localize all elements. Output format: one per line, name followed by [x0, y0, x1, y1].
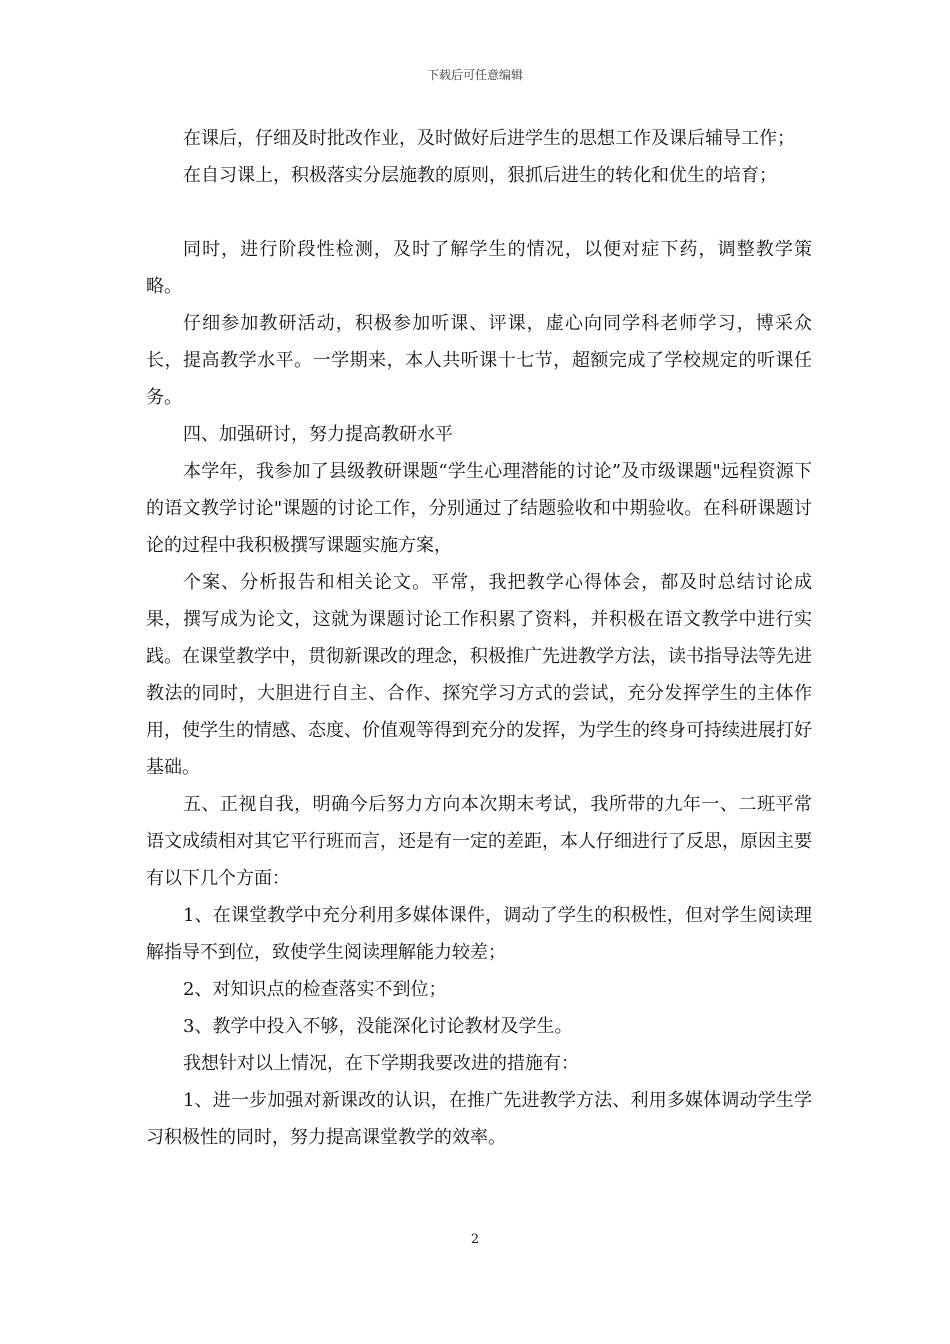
- list-item-reason-1: 1、在课堂教学中充分利用多媒体课件，调动了学生的积极性，但对学生阅读理解指导不到位，致使学生阅读理解能力较差；: [146, 905, 812, 963]
- paragraph-self-study: 在自习课上，积极落实分层施教的原则，狠抓后进生的转化和优生的培育；: [183, 165, 777, 186]
- section-heading-self-reflection: 五、正视自我，明确今后努力方向本次期末考试，我所带的九年一、二班平常语文成绩相对其它平行班而言，还是有一定的差距，本人仔细进行了反思，原因主要有以下几个方面：: [146, 794, 812, 889]
- paragraph-case-reports: 个案、分析报告和相关论文。平常，我把教学心得体会，都及时总结讨论成果，撰写成为论文，这就为课题讨论工作积累了资料，并积极在语文教学中进行实践。在课堂教学中，贯彻新课改的理念，积极推广先进教学方法，读书指导法等先进教法的同时，大胆进行自主、合作、探究学习方式的尝试，充分发挥学生的主体作用，使学生的情感、态度、价值观等得到充分的发挥，为学生的终身可持续进展打好基础。: [146, 572, 812, 778]
- section-heading-research: 四、加强研讨，努力提高教研水平: [183, 424, 453, 445]
- paragraph-stage-testing: 同时，进行阶段性检测，及时了解学生的情况，以便对症下药，调整教学策略。: [146, 239, 812, 297]
- paragraph-improvement-intro: 我想针对以上情况，在下学期我要改进的措施有：: [183, 1053, 579, 1074]
- document-body: [146, 120, 812, 1156]
- list-item-measure-1: 1、进一步加强对新课改的认识，在推广先进教学方法、利用多媒体调动学生学习积极性的同时，努力提高课堂教学的效率。: [146, 1090, 812, 1148]
- list-item-reason-3: 3、教学中投入不够，没能深化讨论教材及学生。: [183, 1016, 573, 1037]
- page-number: 2: [470, 1232, 480, 1247]
- paragraph-after-class: 在课后，仔细及时批改作业，及时做好后进学生的思想工作及课后辅导工作；: [183, 128, 795, 149]
- list-item-reason-2: 2、对知识点的检查落实不到位；: [183, 979, 447, 1000]
- page-header: 下载后可任意编辑: [426, 68, 523, 82]
- paragraph-research-topics: 本学年，我参加了县级教研课题“学生心理潜能的讨论”及市级课题"远程资源下的语文教学讨论"课题的讨论工作，分别通过了结题验收和中期验收。在科研课题讨论的过程中我积极撰写课题实施方案，: [146, 461, 812, 556]
- paragraph-teaching-research: 仔细参加教研活动，积极参加听课、评课，虚心向同学科老师学习，博采众长，提高教学水平。一学期来，本人共听课十七节，超额完成了学校规定的听课任务。: [146, 313, 812, 408]
